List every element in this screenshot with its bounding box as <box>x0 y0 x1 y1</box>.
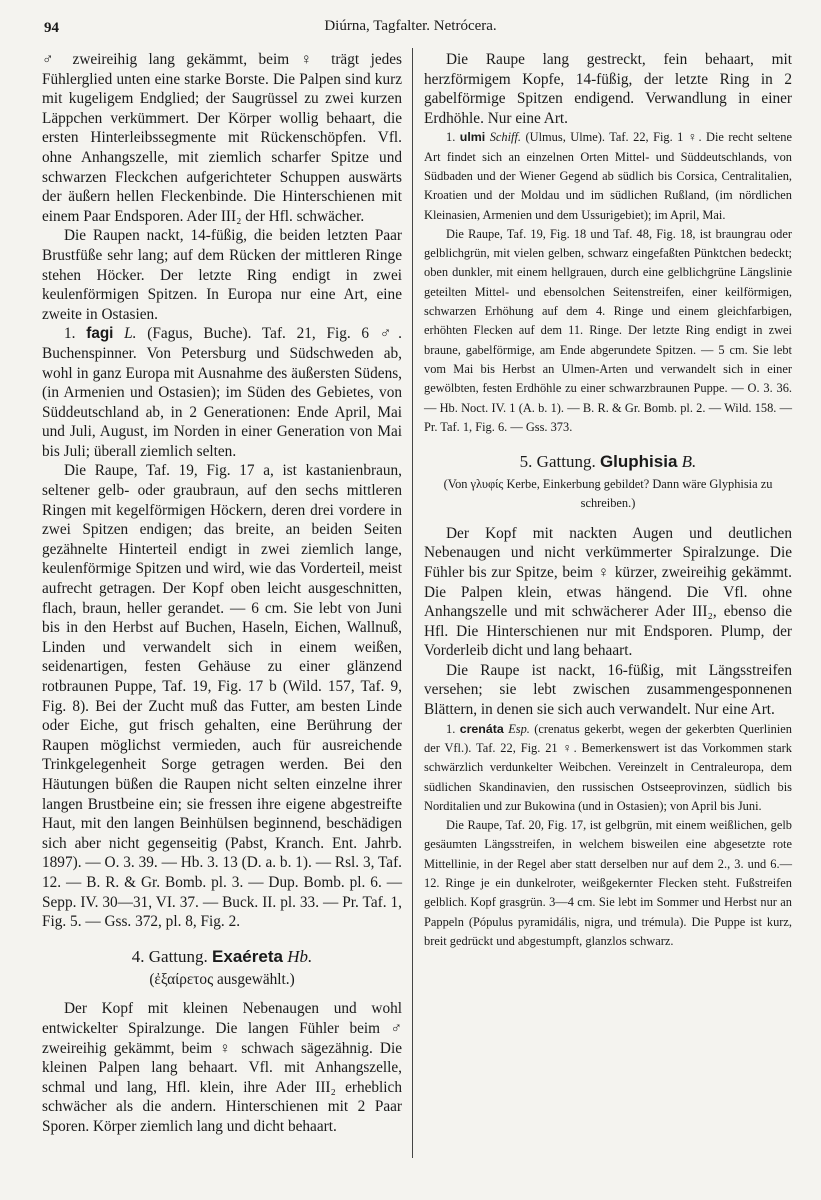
genus-name: Gluphisia <box>599 452 678 472</box>
larva-description: Die Raupen nackt, 14-füßig, die beiden letzten Paar Brustfüße sehr lang; auf dem Rücken der mittleren Ringe stehen Höcker. Der letzte Ring endigt in zwei keulenförmigen Spitzen. In Europa nur eine Art, eine zweite in Ostasien. <box>42 227 402 323</box>
species-entry-crenata <box>424 720 792 816</box>
genus-description-continued: ♂ zweireihig lang gekämmt, beim ♀ trägt jedes Fühlerglied unten eine starke Borste. Die Palpen sind kurz mit kugeligem Endglied; der Saugrüssel zu zwei kurzen Läppchen verkümmert. Der Körper wollig behaart, die ersten Hinterleibssegmente mit Rückenschöpfen. Vfl. ohne Anhangszelle, mit ziemlich scharfer Spitze und schwarzen Fleckchen aufgerichteter Schuppen auswärts der äußern hellen Fleckenbinde. Die Hinterschienen mit einem Paar Endsporen. Ader III₂ der Hfl. schwächer. <box>42 51 402 225</box>
page-number: 94 <box>44 20 59 36</box>
species-author: L. <box>124 325 137 343</box>
genus-description: Der Kopf mit kleinen Nebenaugen und wohl entwickelter Spiralzunge. Die langen Fühler beim ♂ zweireihig gekämmt, beim ♀ schwach sägezähnig. Die kleinen Palpen lang behaart. Vfl. mit Anhangszelle, schmal und lang, Hfl. klein, ihre Ader III₂ erheblich schwächer als die andern. Hinterschienen mit 2 Paar Sporen. Körper ziemlich lang und dicht behaart. <box>42 1000 402 1135</box>
species-name: fagi <box>86 325 114 343</box>
right-column <box>424 50 792 951</box>
species-author: Esp. <box>508 721 530 736</box>
genus-author: B. <box>681 452 697 472</box>
species-text: (Fagus, Buche). Taf. 21, Fig. 6 ♂. Buchenspinner. Von Petersburg und Südschweden ab, wohl in ganz Europa mit Ausnahme des äußersten Südens, (in Armenien und Ostasien); im Süden des Gebietes, von Süddeutschland ab, in 2 Generationen: Ende April, Mai und Juli, August, im Norden in einer Generation von Mai bis Juli; überall ziemlich selten. <box>42 325 402 460</box>
species-text: (Ulmus, Ulme). Taf. 22, Fig. 1 ♀. Die recht seltene Art findet sich an einzelnen Orten Mittel- und Süddeutschlands, von Südbaden und der Wiener Gegend ab südlich bis Corsica, Centralitalien, Kroatien und der Moldau und im südlichen Rußland, (im nördlichen Kleinasien, Armenien und dem Ussurigebiet); im April, Mai. <box>424 130 792 222</box>
genus-heading-exaereta <box>42 946 402 968</box>
species-text: (crenatus gekerbt, wegen der gekerbten Querlinien der Vfl.). Taf. 22, Fig. 21 ♀. Bemerkenswert ist das Vorkommen stark schwärzlich verdunkelter Weibchen. Vereinzelt in Centraleuropa, dem südlichen Skandinavien, den russischen Ostseeprovinzen, südlich bis Norditalien und zur Bukowina (und in Ostasien); von April bis Juni. <box>424 721 792 813</box>
genus-name: Exaéreta <box>212 946 283 966</box>
larva-description: Die Raupe ist nackt, 16-füßig, mit Längsstreifen versehen; sie lebt zwischen zusammengesponnenen Blättern, in denen sie sich auch verwandelt. Nur eine Art. <box>424 661 792 719</box>
species-entry-fagi <box>42 324 402 461</box>
species-number: 1. <box>446 721 456 736</box>
running-head: Diúrna, Tagfalter. Netrócera. <box>324 18 497 34</box>
species-author: Schiff. <box>489 130 522 145</box>
larva-ulmi-description: Die Raupe, Taf. 19, Fig. 18 und Taf. 48, Fig. 18, ist braungrau oder gelblichgrün, mit vielen gelben, schwarz eingefaßten Pünktchen bedeckt; oben dunkler, mit einem hellgrauen, durch eine gelblichgrüne Längslinie geteilten Mittel- und ebensolchen Seitenstreifen, einer keilförmigen, schwarzen Erhöhung auf dem 4. Ringe und einem gleichfarbigen, erhöhten Flecken auf dem 11. Ringe. Der letzte Ring endigt in zwei braune, gabelförmige, am Ende abgerundete Spitzen. — 5 cm. Sie lebt vom Mai bis Herbst an Ulmen-Arten und verwandelt sich in einer gewölbten, festen Erdhöhle zu einer schwarzbraunen Puppe. — O. 3. 36. — Hb. Noct. IV. 1 (A. b. 1). — B. R. & Gr. Bomb. pl. 2. — Wild. 158. — Pr. Taf. 1, Fig. 6. — Gss. 373. <box>424 226 792 434</box>
left-column <box>42 50 402 1136</box>
genus-heading-gluphisia <box>424 451 792 473</box>
genus-description: Der Kopf mit nackten Augen und deutlichen Nebenaugen und nicht verkümmerter Spiralzunge. Die Fühler bis zur Spitze, beim ♀ kürzer, zweireihig gekämmt. Die Palpen klein, etwas hängend. Die Vfl. ohne Anhangszelle und mit schwächerer Ader III₂, ebenso die Hfl. Die Hinterschienen nur mit Endsporen. Plump, der Vorderleib dicht und lang behaart. <box>424 524 792 660</box>
species-number: 1. <box>64 325 76 343</box>
genus-prefix: 5. Gattung. <box>519 452 596 472</box>
larva-description: Die Raupe lang gestreckt, fein behaart, mit herzförmigem Kopfe, 14-füßig, der letzte Ring in 2 gabelförmige Spitzen endigend. Verwandlung in einer Erdhöhle. Nur eine Art. <box>424 51 792 127</box>
column-divider <box>412 48 413 1158</box>
species-number: 1. <box>446 130 456 145</box>
genus-etymology: (Von γλυφίς Kerbe, Einkerbung gebildet? Dann wäre Glyphisia zu schreiben.) <box>443 477 773 511</box>
genus-etymology: (ἐξαίρετος ausgewählt.) <box>149 970 295 988</box>
species-name: crenáta <box>459 721 504 736</box>
genus-author: Hb. <box>287 946 313 966</box>
larva-crenata-description: Die Raupe, Taf. 20, Fig. 17, ist gelbgrün, mit einem weißlichen, gelb gesäumten Längsstreifen, in welchem bisweilen eine abgesetzte rote Mittellinie, in der Regel aber statt derselben nur auf dem 2., 3. und 6.—12. Ringe je ein dunkelroter, weißgekernter Flecken steht. Fußstreifen gelblich. Kopf grasgrün. 3—4 cm. Sie lebt im Sommer und Herbst nur an Pappeln (Pópulus pyramidális, nigra, und trémula). Die Puppe ist kurz, breit gedrückt und abgestumpft, glanzlos schwarz. <box>424 818 792 948</box>
species-name: ulmi <box>459 130 486 145</box>
larva-fagi-description: Die Raupe, Taf. 19, Fig. 17 a, ist kastanienbraun, seltener gelb- oder graubraun, auf den sechs mittleren Ringen mit kegelförmigen Höckern, deren drei vordere in zwei Spitzen endigen; das breite, an beiden Seiten gezähnelte Hinterteil endigt in zwei ziemlich lange, keulenförmige Spitzen und wird, wie das Vorderteil, meist aufrecht getragen. Der Kopf oben leicht ausgeschnitten, flach, braun, heller gerandet. — 6 cm. Sie lebt von Juni bis in den Herbst auf Buchen, Haseln, Eichen, Wallnuß, Linden und verwandelt sich in einem weißen, seidenartigen, festen Gehäuse zu einer glänzend rotbraunen Puppe, Taf. 19, Fig. 17 b (Wild. 157, Taf. 9, Fig. 8). Bei der Zucht muß das Futter, am besten Linde oder Eiche, gut frisch gehalten, eine Berührung der Raupen möglichst vermieden, auch für ausreichende Trinkgelegenheit Sorge getragen werden. Bei den Häutungen büßen die Raupen nicht selten einzelne ihrer langen Brustbeine ein; sie fressen ihre eigene abgestreifte Haut, mit den langen Beinhülsen beginnend, beschädigen sich aber nicht gegenseitig (Pabst, Kranch. Ent. Jahrb. 1897). — O. 3. 39. — Hb. 3. 13 (D. a. b. 1). — Rsl. 3, Taf. 12. — B. R. & Gr. Bomb. pl. 3. — Dup. Bomb. pl. 6. — Sepp. IV. 30—31, VI. 37. — Buck. II. pl. 33. — Pr. Taf. 1, Fig. 5. — Gss. 372, pl. 8, Fig. 2. <box>42 462 402 931</box>
page-header <box>0 0 821 44</box>
species-entry-ulmi <box>424 128 792 224</box>
genus-prefix: 4. Gattung. <box>131 946 208 966</box>
